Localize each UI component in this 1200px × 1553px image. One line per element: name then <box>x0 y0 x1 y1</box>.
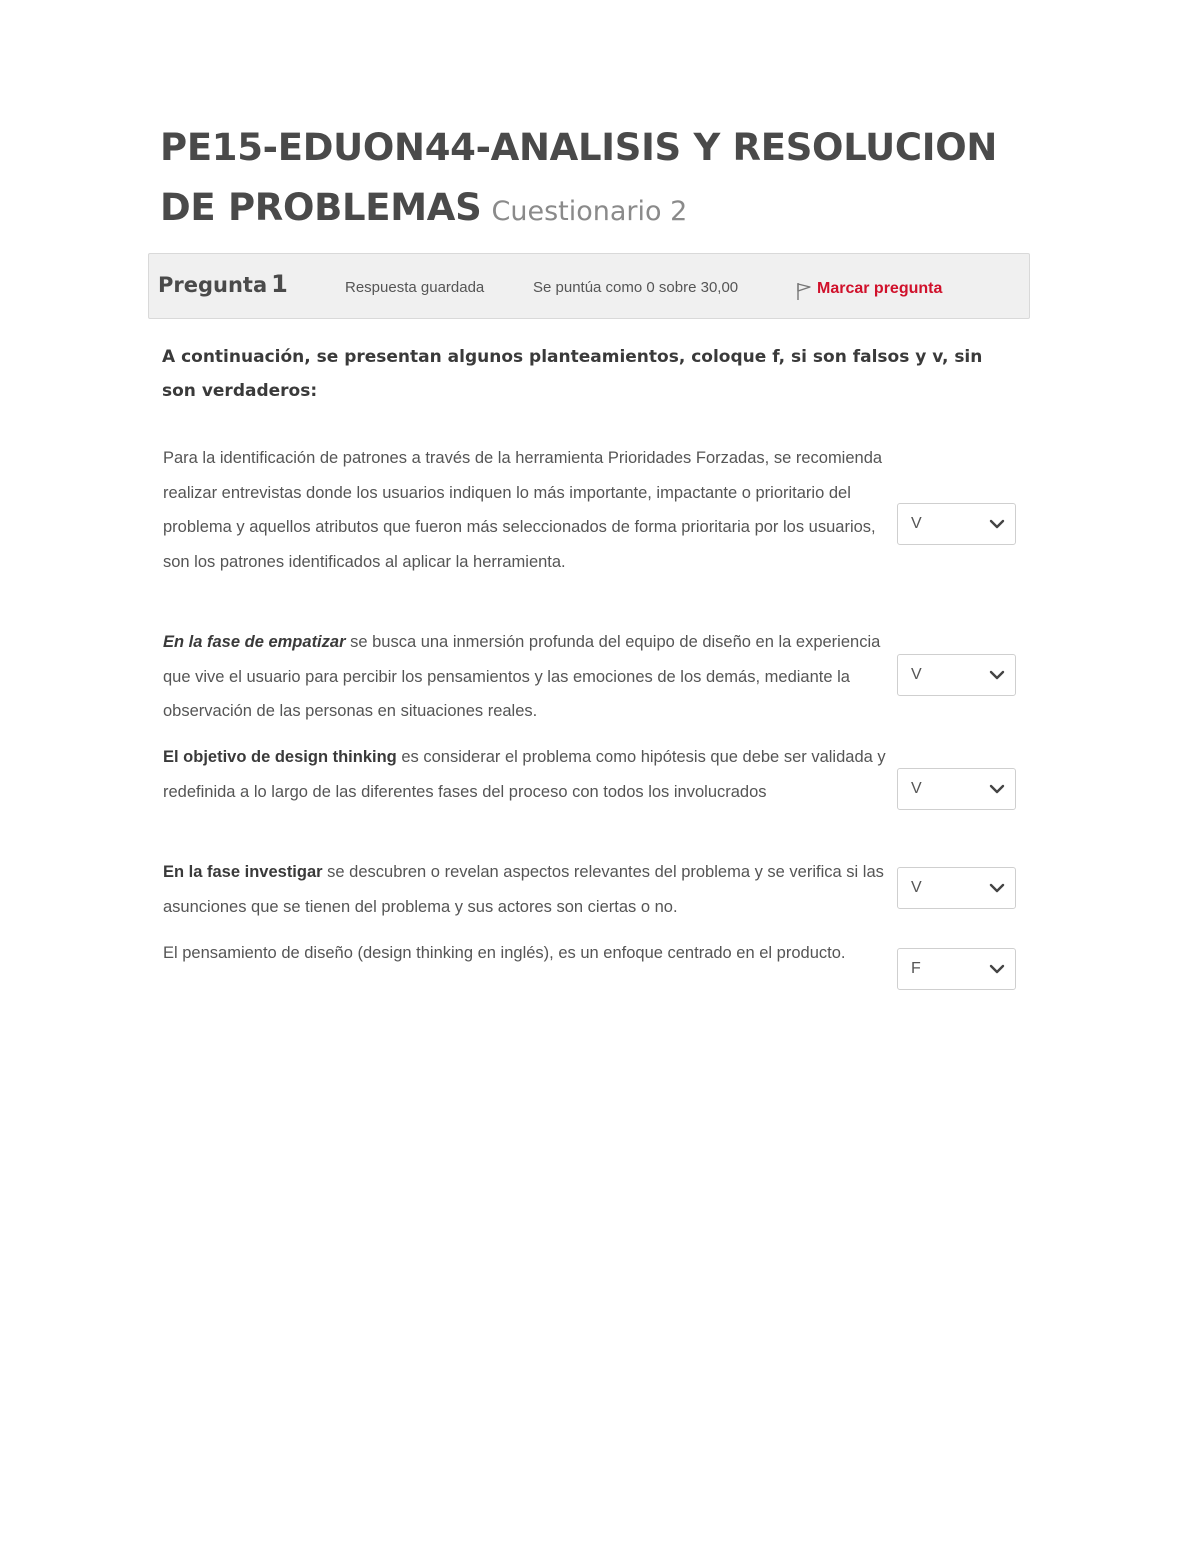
question-number-value: 1 <box>271 270 288 298</box>
answer-select-1-value: V <box>911 515 922 532</box>
question-info-bar <box>148 253 1030 319</box>
statement-5 <box>163 936 888 971</box>
question-state: Respuesta guardada <box>345 279 485 296</box>
quiz-subtitle: Cuestionario 2 <box>491 196 688 227</box>
statement-4-text: se descubren o revelan aspectos relevantes del problema y se verifica si las asunciones que se tienen del problema y sus actores son ciertas o no. <box>163 863 884 916</box>
statement-1 <box>163 441 888 579</box>
chevron-down-icon <box>989 518 1005 530</box>
chevron-down-icon <box>989 783 1005 795</box>
answer-select-3[interactable] <box>897 768 1016 810</box>
question-intro: A continuación, se presentan algunos planteamientos, coloque f, si son falsos y v, sin son verdaderos: <box>162 347 983 401</box>
question-label: Pregunta <box>158 273 268 297</box>
statement-3-bold: El objetivo de design thinking <box>163 748 397 766</box>
statement-4 <box>163 855 888 924</box>
answer-select-2[interactable] <box>897 654 1016 696</box>
statement-3-text: es considerar el problema como hipótesis que debe ser validada y redefinida a lo largo de las diferentes fases del proceso con todos los involucrados <box>163 748 886 801</box>
answer-select-4-value: V <box>911 879 922 896</box>
statement-5-text: El pensamiento de diseño (design thinking en inglés), es un enfoque centrado en el producto. <box>163 944 846 962</box>
course-title: PE15-EDUON44-ANALISIS Y RESOLUCION DE PROBLEMAS <box>160 126 998 229</box>
answer-select-3-value: V <box>911 780 922 797</box>
answer-select-1[interactable] <box>897 503 1016 545</box>
chevron-down-icon <box>989 669 1005 681</box>
answer-select-5[interactable] <box>897 948 1016 990</box>
question-grade: Se puntúa como 0 sobre 30,00 <box>533 279 739 296</box>
chevron-down-icon <box>989 963 1005 975</box>
question-number <box>158 270 288 298</box>
statement-4-bold: En la fase investigar <box>163 863 323 881</box>
statement-1-text: Para la identificación de patrones a través de la herramienta Prioridades Forzadas, se recomienda realizar entrevistas donde los usuarios indiquen lo más importante, impactante o prioritario del problema y aquellos atributos que fueron más seleccionados de forma prioritaria por los usuarios, son los patrones identificados al aplicar la herramienta. <box>163 449 883 571</box>
statement-2-text: se busca una inmersión profunda del equipo de diseño en la experiencia que vive el usuario para percibir los pensamientos y las emociones de los demás, mediante la observación de las personas en situaciones reales. <box>163 633 881 720</box>
answer-select-4[interactable] <box>897 867 1016 909</box>
statement-3 <box>163 740 888 809</box>
flag-icon <box>795 281 813 301</box>
answer-select-2-value: V <box>911 666 922 683</box>
flag-question-label: Marcar pregunta <box>817 280 943 297</box>
chevron-down-icon <box>989 882 1005 894</box>
flag-question-button[interactable] <box>795 277 942 301</box>
page-title <box>160 118 1040 242</box>
statement-2-bold: En la fase de empatizar <box>163 633 346 651</box>
answer-select-5-value: F <box>911 960 921 977</box>
statement-2 <box>163 625 888 729</box>
